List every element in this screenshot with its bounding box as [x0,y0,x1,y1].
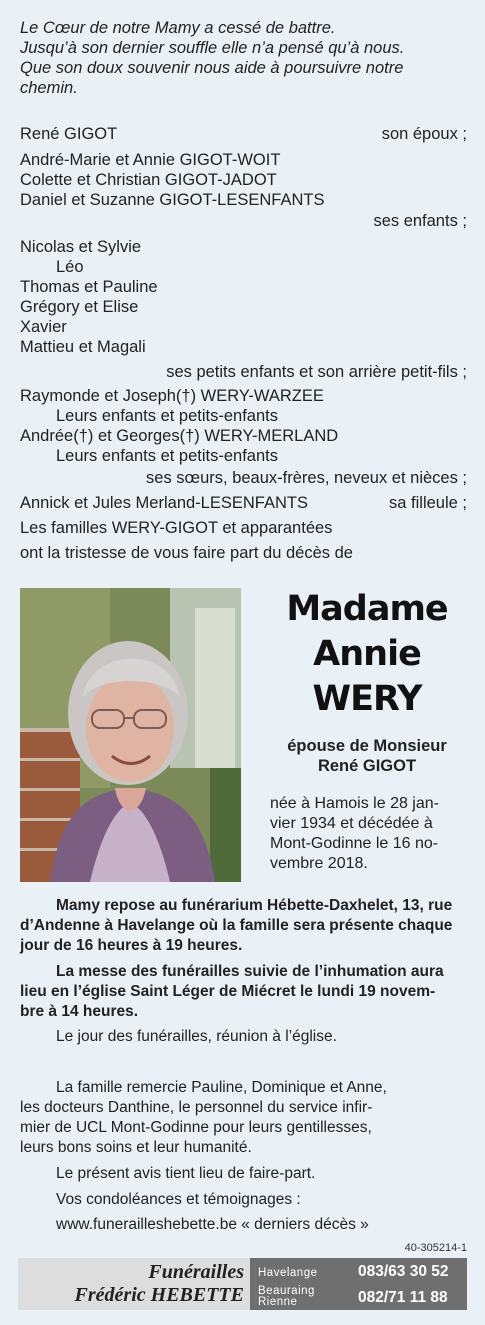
location-beauraing: Beauraing [258,1285,315,1297]
phone-havelange[interactable]: 083/63 30 52 [358,1263,449,1280]
funerarium-line: Mamy repose au funérarium Hébette-Daxhelet, 13, rue [56,897,453,914]
portrait-photo [20,588,241,882]
children-role: ses enfants ; [373,212,467,230]
notice-line: Le présent avis tient lieu de faire-part. [56,1165,316,1182]
thanks-line: La famille remercie Pauline, Dominique et Anne, [56,1079,387,1096]
birth-line: née à Hamois le 28 jan- [270,795,439,812]
grandchild-line: Mattieu et Magali [20,338,146,356]
families-line: Les familles WERY-GIGOT et apparantées [20,519,333,537]
child-line: Daniel et Suzanne GIGOT-LESENFANTS [20,191,325,209]
grandchildren-list [20,237,158,357]
funerarium-paragraph [20,896,467,956]
condolences-line: Vos condoléances et témoignages : [56,1191,301,1208]
mass-line: lieu en l’église Saint Léger de Miécret le lundi 19 novem- [20,983,436,1000]
thanks-line: les docteurs Danthine, le personnel du service infir- [20,1099,373,1116]
website-link[interactable]: www.funerailleshebette.be « derniers décès » [56,1216,369,1233]
spouse-line: épouse de Monsieur [287,737,447,755]
grandchild-line: Grégory et Elise [20,298,139,316]
banner-contact-panel [250,1258,467,1310]
location-rienne: Rienne [258,1296,298,1308]
goddaughter-role: sa filleule ; [389,494,467,512]
funerarium-line: jour de 16 heures à 19 heures. [20,937,243,954]
birth-line: vembre 2018. [270,855,368,872]
deceased-last-name: WERY [312,679,422,719]
siblings-role: ses sœurs, beaux-frères, neveux et nièces ; [146,469,467,487]
funeral-home-name-line1: Funérailles [148,1261,244,1283]
goddaughter-name: Annick et Jules Merland-LESENFANTS [20,494,308,512]
mass-paragraph [20,962,467,1022]
child-line: Colette et Christian GIGOT-JADOT [20,171,277,189]
funeral-home-banner [18,1258,467,1310]
birth-line: vier 1934 et décédée à [270,815,433,832]
sibling-line: Leurs enfants et petits-enfants [56,407,278,425]
birth-line: Mont-Godinne le 16 no- [270,835,439,852]
siblings-list [20,386,338,466]
grandchild-line: Nicolas et Sylvie [20,238,142,256]
mass-line: La messe des funérailles suivie de l’inhumation aura [56,963,444,980]
sibling-line: Raymonde et Joseph(†) WERY-WARZEE [20,387,324,405]
poem [20,18,470,98]
thanks-line: mier de UCL Mont-Godinne pour leurs gentillesses, [20,1119,372,1136]
poem-line: Le Cœur de notre Mamy a cessé de battre. [20,19,336,37]
birth-death-info [270,794,467,874]
mass-line: bre à 14 heures. [20,1003,139,1020]
thanks-line: leurs bons soins et leur humanité. [20,1139,252,1156]
grandchild-line: Xavier [20,318,67,336]
sibling-line: Leurs enfants et petits-enfants [56,447,278,465]
grandchild-line: Léo [56,258,84,276]
meeting-line: Le jour des funérailles, réunion à l’église. [56,1028,337,1045]
location-havelange: Havelange [258,1267,318,1279]
announcement-line: ont la tristesse de vous faire part du décès de [20,544,353,562]
poem-line: Que son doux souvenir nous aide à poursuivre notre [20,59,404,77]
poem-line: chemin. [20,79,78,97]
portrait-illustration [20,588,241,882]
child-line: André-Marie et Annie GIGOT-WOIT [20,151,281,169]
husband-name: René GIGOT [20,125,118,143]
thanks-paragraph [20,1078,467,1158]
banner-name-panel [18,1258,250,1310]
deceased-title: Madame [286,589,448,629]
grandchild-line: Thomas et Pauline [20,278,158,296]
grandchildren-role: ses petits enfants et son arrière petit-fils ; [166,363,467,381]
sibling-line: Andrée(†) et Georges(†) WERY-MERLAND [20,427,339,445]
deceased-first-name: Annie [313,634,421,674]
funeral-home-name-line2: Frédéric HEBETTE [74,1284,244,1306]
poem-line: Jusqu’à son dernier souffle elle n’a pensé qu’à nous. [20,39,405,57]
reference-number: 40-305214-1 [404,1242,467,1254]
spouse-name: René GIGOT [317,757,417,775]
husband-role: son époux ; [381,125,467,143]
children-list [20,150,324,210]
phone-beauraing[interactable]: 082/71 11 88 [358,1289,448,1306]
funerarium-line: d’Andenne à Havelange où la famille sera présente chaque [20,917,453,934]
